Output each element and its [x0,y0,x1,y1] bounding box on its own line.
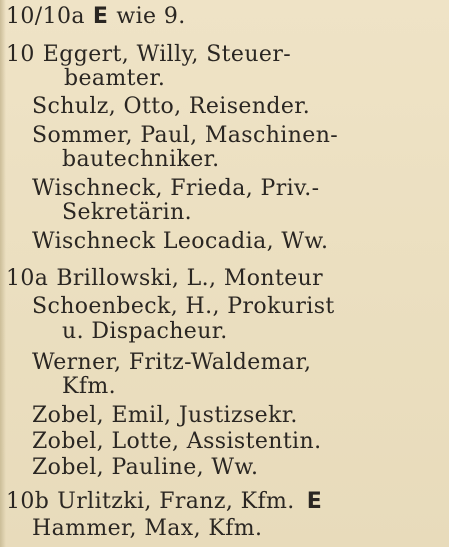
entry-line [6,43,291,67]
header-text: wie 9. [116,4,186,29]
entry-line [32,404,298,428]
entry-line [32,351,311,375]
entry-line [32,456,258,480]
resident-text: Eggert, Willy, Steuer- [42,42,292,67]
entry-line [32,124,338,148]
resident-text: Hammer, Max, Kfm. [32,516,263,541]
resident-text: beamter. [64,66,166,91]
entry-line [32,517,262,541]
entry-continuation [62,201,192,225]
resident-text: Schoenbeck, H., Prokurist [32,294,335,319]
e-badge: E [306,489,323,514]
resident-text: Werner, Fritz-Waldemar, [32,350,312,375]
entry-line [32,230,328,254]
resident-text: Wischneck, Frieda, Priv.- [32,176,320,201]
entry-continuation [64,67,165,91]
resident-text: Kfm. [62,374,117,399]
e-badge: E [92,4,109,29]
entry-line [6,490,322,514]
resident-text: Urlitzki, Franz, Kfm. [57,489,295,514]
resident-text: u. Dispacheur. [62,319,228,344]
entry-line [32,95,310,119]
entry-line [32,295,335,319]
section-header [6,5,186,29]
resident-text: Schulz, Otto, Reisender. [32,94,311,119]
entry-line [32,430,321,454]
resident-text: Zobel, Emil, Justizsekr. [32,403,298,428]
entry-continuation [62,148,220,172]
entry-line [32,177,320,201]
resident-text: Sekretärin. [62,200,193,225]
entry-line [6,267,323,291]
house-number: 10/10a [6,4,85,29]
house-number: 10a [6,266,49,291]
house-number: 10 [6,42,35,67]
house-number: 10b [6,489,50,514]
resident-text: Brillowski, L., Monteur [56,266,324,291]
resident-text: Zobel, Lotte, Assistentin. [32,429,322,454]
entry-continuation [62,320,228,344]
resident-text: Sommer, Paul, Maschinen- [32,123,339,148]
entry-continuation [62,375,116,399]
resident-text: bautechniker. [62,147,220,172]
resident-text: Zobel, Pauline, Ww. [32,455,259,480]
resident-text: Wischneck Leocadia, Ww. [32,229,329,254]
